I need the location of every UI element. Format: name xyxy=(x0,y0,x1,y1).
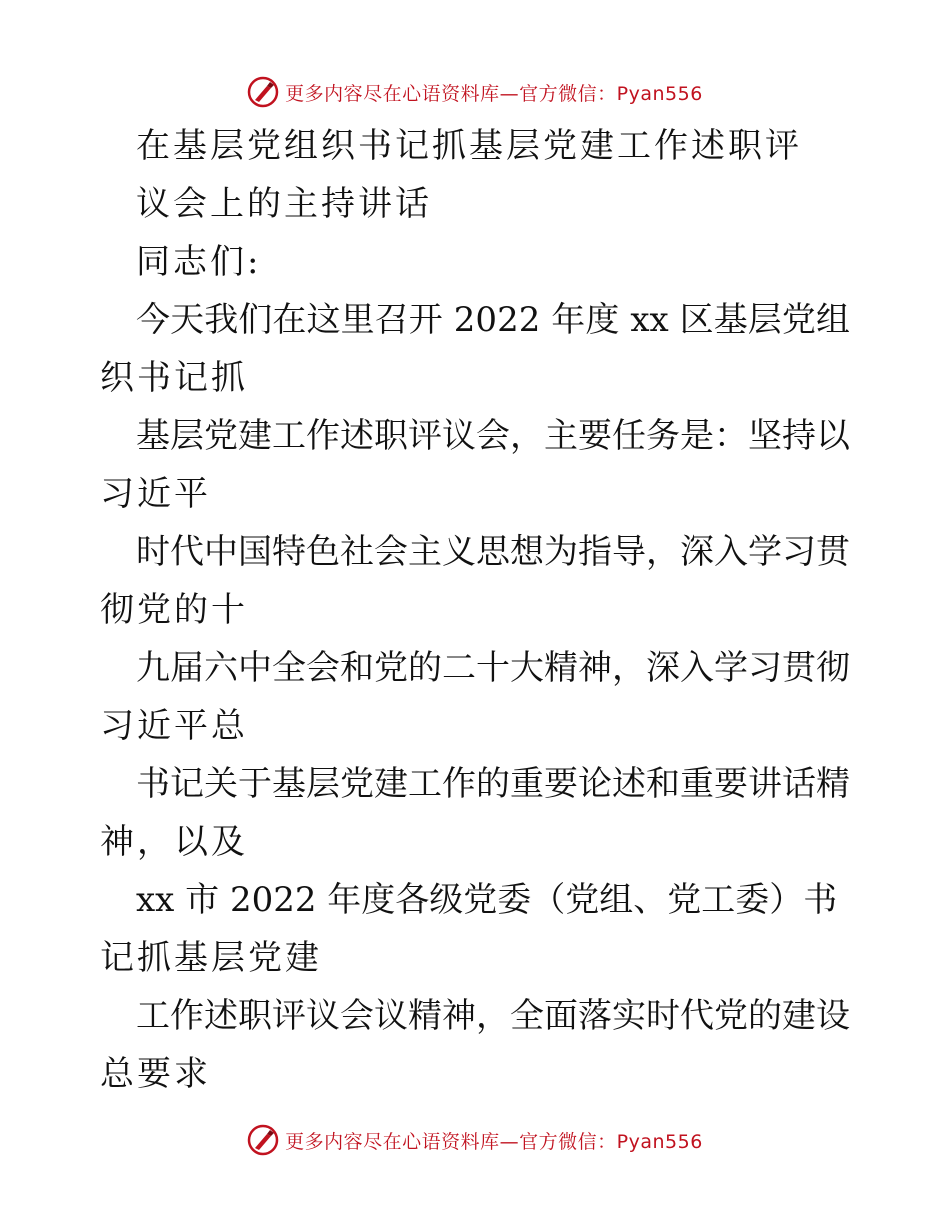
paragraph-line: 总要求 xyxy=(100,1054,211,1094)
paragraph-line: 习近平总 xyxy=(100,706,248,746)
document-title-line-1: 在基层党组织书记抓基层党建工作述职评 xyxy=(136,126,802,166)
header-watermark xyxy=(0,72,950,112)
pen-logo-icon xyxy=(247,1124,279,1156)
pen-logo-icon xyxy=(247,76,279,108)
document-title-line-2: 议会上的主持讲话 xyxy=(136,184,432,224)
paragraph-line: 基层党建工作述职评议会，主要任务是：坚持以 xyxy=(136,416,850,456)
paragraph-line: 彻党的十 xyxy=(100,590,248,630)
paragraph-line: 时代中国特色社会主义思想为指导，深入学习贯 xyxy=(136,532,850,572)
paragraph-line: 习近平 xyxy=(100,474,211,514)
paragraph-line: 工作述职评议会议精神，全面落实时代党的建设 xyxy=(136,996,850,1036)
watermark-text: 更多内容尽在心语资料库—官方微信：Pyan556 xyxy=(285,82,703,105)
paragraph-line: 九届六中全会和党的二十大精神，深入学习贯彻 xyxy=(136,648,850,688)
watermark-text: 更多内容尽在心语资料库—官方微信：Pyan556 xyxy=(285,1130,703,1153)
salutation: 同志们: xyxy=(136,242,262,282)
paragraph-line: 织书记抓 xyxy=(100,358,248,398)
paragraph-line: 神，以及 xyxy=(100,822,248,862)
paragraph-line: 今天我们在这里召开 2022 年度 xx 区基层党组 xyxy=(136,300,850,340)
footer-watermark xyxy=(0,1120,950,1160)
paragraph-line: xx 市 2022 年度各级党委（党组、党工委）书 xyxy=(136,880,838,920)
paragraph-line: 书记关于基层党建工作的重要论述和重要讲话精 xyxy=(136,764,850,804)
paragraph-line: 记抓基层党建 xyxy=(100,938,322,978)
